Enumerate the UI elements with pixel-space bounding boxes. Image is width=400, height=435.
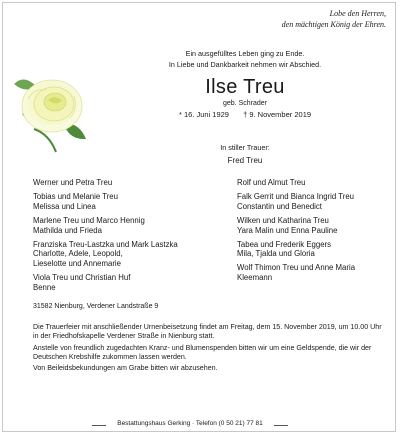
mourner-group xyxy=(33,273,238,292)
mourner-group xyxy=(33,192,238,211)
life-dates xyxy=(105,110,385,119)
mourner-line: Tabea und Frederik Eggers xyxy=(237,239,332,249)
mourner-line: Franziska Treu-Lastzka und Mark Lastzka xyxy=(33,239,178,249)
mourner-line: Werner und Petra Treu xyxy=(33,178,113,187)
mourner-group xyxy=(237,216,397,235)
maiden-name: geb. Schrader xyxy=(223,100,267,107)
primary-mourner: Fred Treu xyxy=(227,156,263,165)
motto-line: Lobe den Herren, xyxy=(329,9,386,18)
motto xyxy=(282,8,386,30)
mourner-line: Mathilda und Frieda xyxy=(33,225,102,235)
intro-text xyxy=(105,48,385,70)
mourner-line: Viola Treu und Christian Huf xyxy=(33,273,131,283)
mourner-line: Mila, Tjalda und Gloria xyxy=(237,249,315,259)
motto-line: den mächtigen König der Ehren. xyxy=(281,20,386,29)
footer-divider-right xyxy=(274,425,288,426)
mourner-group xyxy=(33,178,238,188)
mourner-line: Constantin und Benedict xyxy=(237,201,322,211)
mourner-line: Yara Malin und Enna Pauline xyxy=(237,225,338,235)
mourner-line: Falk Gerrit und Bianca Ingrid Treu xyxy=(237,192,355,202)
mourner-group xyxy=(237,263,397,282)
birth-date: * 16. Juni 1929 xyxy=(178,110,229,119)
mourner-line: Wilken und Katharina Treu xyxy=(237,215,329,225)
note-paragraph: Anstelle von freundlich zugedachten Kranz- und Blumenspenden bitten wir um eine Geldspende, die wir der Deutschen Krebshilfe zukommen lassen werden. xyxy=(33,343,372,361)
funeral-notes xyxy=(33,323,383,376)
mourner-line: Lieselotte und Annemarie xyxy=(33,259,121,269)
mourner-line: Wolf Thimon Treu und Anne Maria xyxy=(237,263,356,273)
funeral-home-footer: Bestattungshaus Gerking · Telefon (0 50 21) 77 81 xyxy=(117,420,263,427)
footer-divider-left xyxy=(92,425,106,426)
mourner-group xyxy=(237,240,397,259)
mourner-line: Tobias und Melanie Treu xyxy=(33,192,118,202)
note-paragraph: Die Trauerfeier mit anschließender Urnenbeisetzung findet am Freitag, dem 15. November 2019, um 10.00 Uhr in der Friedhofskapelle Verdener Straße in Nienburg statt. xyxy=(33,323,382,341)
mourner-line: Rolf und Almut Treu xyxy=(237,178,306,187)
mourner-group xyxy=(33,216,238,235)
mourner-line: Marlene Treu und Marco Hennig xyxy=(33,215,145,225)
mourning-address: 31582 Nienburg, Verdener Landstraße 9 xyxy=(33,303,159,310)
mourning-heading: In stiller Trauer: xyxy=(220,143,270,152)
mourners-left-column xyxy=(33,178,238,297)
mourner-group xyxy=(237,192,397,211)
mourner-line: Benne xyxy=(33,282,56,292)
mourner-line: Charlotte, Adele, Leopold, xyxy=(33,249,123,259)
deceased-name: Ilse Treu xyxy=(205,76,285,98)
mourner-line: Kleemann xyxy=(237,273,273,283)
mourners-right-column xyxy=(237,178,397,287)
death-date: † 9. November 2019 xyxy=(243,110,312,119)
intro-line: Ein ausgefülltes Leben ging zu Ende. xyxy=(185,49,305,58)
mourner-line: Melissa und Linea xyxy=(33,201,96,211)
intro-line: In Liebe und Dankbarkeit nehmen wir Abschied. xyxy=(168,60,322,69)
mourner-group xyxy=(237,178,397,188)
mourner-group xyxy=(33,240,238,269)
white-rose-image xyxy=(4,44,94,154)
note-paragraph: Von Beileidsbekundungen am Grabe bitten wir abzusehen. xyxy=(33,364,218,373)
